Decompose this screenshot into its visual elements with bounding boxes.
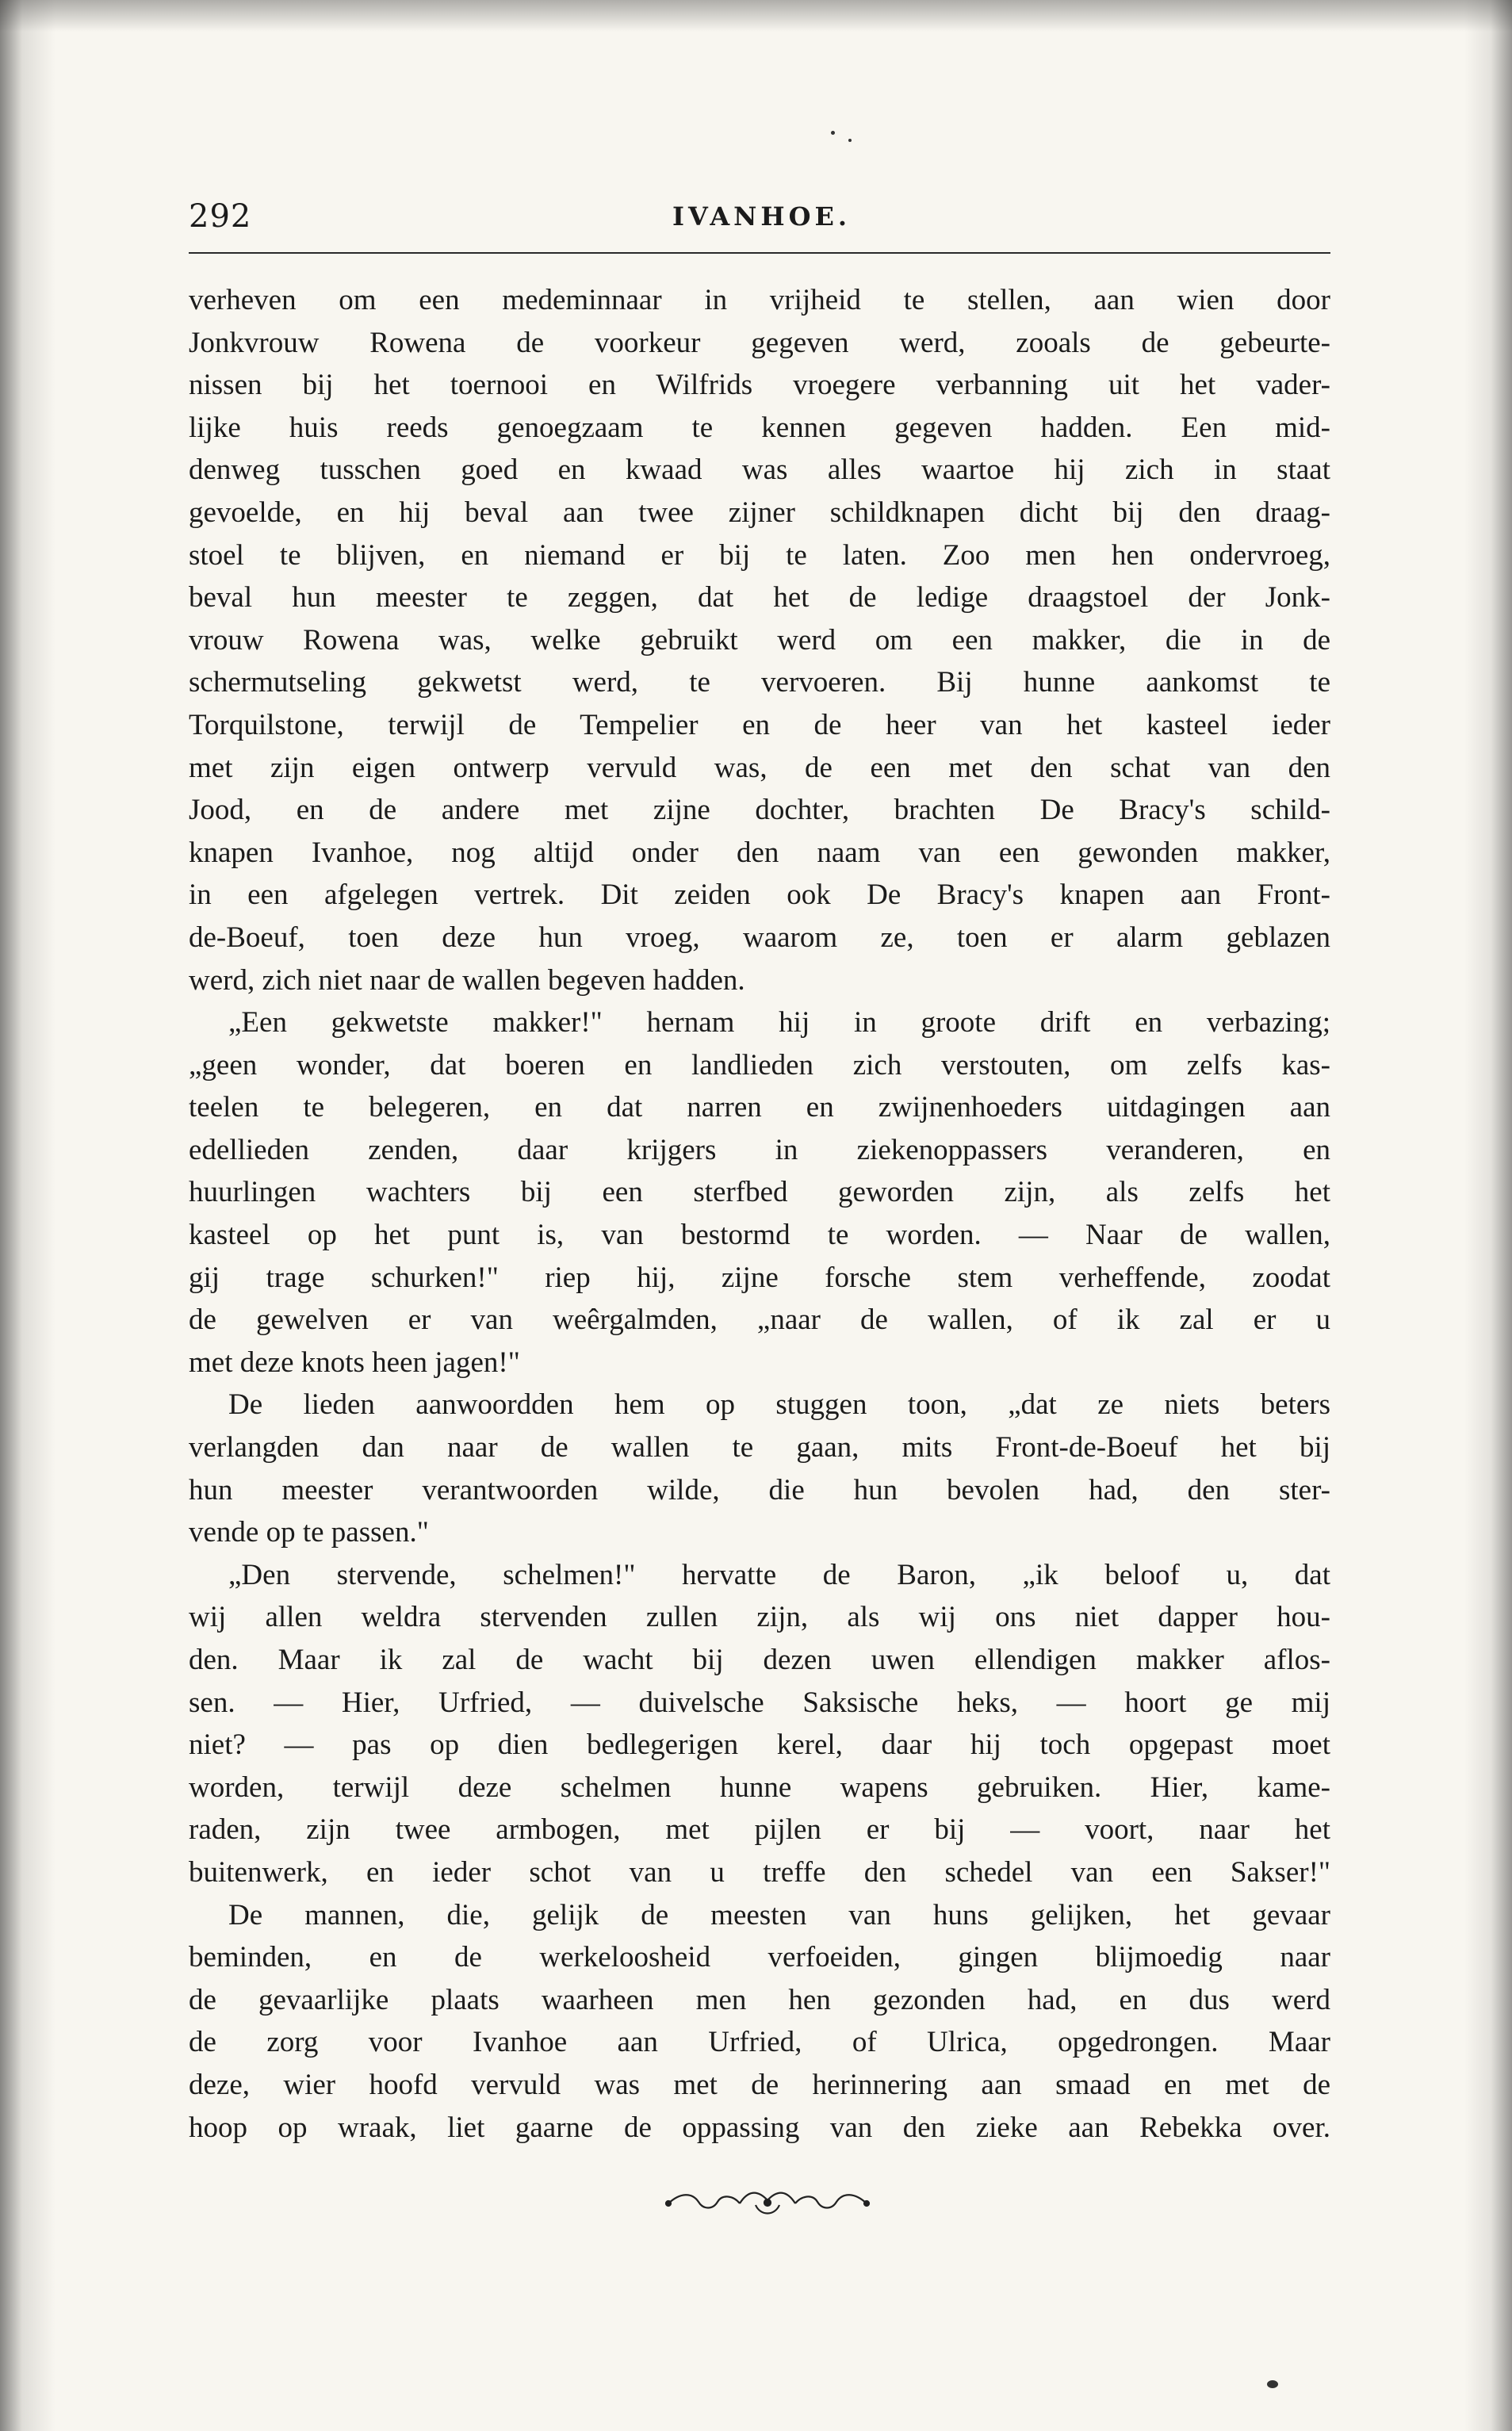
text-line: nissen bij het toernooi en Wilfrids vroegere verbanning uit het vader-: [189, 369, 1330, 402]
text-line: de zorg voor Ivanhoe aan Urfried, of Ulrica, opgedrongen. Maar: [189, 2026, 1330, 2059]
text-line: gevoelde, en hij beval aan twee zijner schildknapen dicht bij den draag-: [189, 496, 1330, 529]
page-edge-shadow-left: [0, 0, 56, 2431]
text-line: deze, wier hoofd vervuld was met de herinnering aan smaad en met de: [189, 2068, 1330, 2101]
text-line: knapen Ivanhoe, nog altijd onder den naam van een gewonden makker,: [189, 836, 1330, 869]
scan-speck: [831, 131, 835, 135]
page-edge-shadow-top: [0, 0, 1512, 32]
text-line: kasteel op het punt is, van bestormd te worden. — Naar de wallen,: [189, 1219, 1330, 1252]
text-line: De mannen, die, gelijk de meesten van huns gelijken, het gevaar: [228, 1898, 1330, 1931]
text-line: sen. — Hier, Urfried, — duivelsche Saksische heks, — hoort ge mij: [189, 1686, 1330, 1719]
running-header: [189, 198, 1330, 246]
text-line: edellieden zenden, daar krijgers in ziekenoppassers veranderen, en: [189, 1133, 1330, 1166]
text-line: verlangden dan naar de wallen te gaan, mits Front-de-Boeuf het bij: [189, 1431, 1330, 1464]
scan-speck: [1267, 2380, 1278, 2388]
page-edge-shadow-right: [1464, 0, 1512, 2431]
text-line: den. Maar ik zal de wacht bij dezen uwen ellendigen makker aflos-: [189, 1644, 1330, 1676]
text-line: de gevaarlijke plaats waarheen men hen gezonden had, en dus werd: [189, 1983, 1330, 2016]
text-line: „Een gekwetste makker!" hernam hij in groote drift en verbazing;: [228, 1006, 1330, 1039]
text-line: „geen wonder, dat boeren en landlieden zich verstouten, om zelfs kas-: [189, 1048, 1330, 1082]
text-line: denweg tusschen goed en kwaad was alles waartoe hij zich in staat: [189, 454, 1330, 487]
text-line: hun meester verantwoorden wilde, die hun bevolen had, den ster-: [189, 1473, 1330, 1506]
text-line: verheven om een medeminnaar in vrijheid te stellen, aan wien door: [189, 284, 1330, 316]
text-line: Jood, en de andere met zijne dochter, brachten De Bracy's schild-: [189, 794, 1330, 827]
text-line: huurlingen wachters bij een sterfbed geworden zijn, als zelfs het: [189, 1176, 1330, 1209]
text-line: schermutseling gekwetst werd, te vervoeren. Bij hunne aankomst te: [189, 666, 1330, 699]
text-line: in een afgelegen vertrek. Dit zeiden ook De Bracy's knapen aan Front-: [189, 879, 1330, 912]
text-line: de-Boeuf, toen deze hun vroeg, waarom ze, toen er alarm geblazen: [189, 921, 1330, 954]
text-line: wij allen weldra stervenden zullen zijn, als wij ons niet dapper hou-: [189, 1601, 1330, 1634]
text-line: de gewelven er van weêrgalmden, „naar de wallen, of ik zal er u: [189, 1304, 1330, 1337]
text-line: met deze knots heen jagen!": [189, 1346, 520, 1379]
body-text: [189, 279, 1330, 2149]
ornament-tailpiece-icon: [660, 2184, 875, 2221]
text-line: stoel te blijven, en niemand er bij te laten. Zoo men hen ondervroeg,: [189, 538, 1330, 572]
text-line: „Den stervende, schelmen!" hervatte de Baron, „ik beloof u, dat: [228, 1558, 1330, 1591]
scan-speck: [848, 139, 852, 142]
text-line: worden, terwijl deze schelmen hunne wapens gebruiken. Hier, kame-: [189, 1771, 1330, 1804]
text-line: gij trage schurken!" riep hij, zijne forsche stem verheffende, zoodat: [189, 1261, 1330, 1294]
page-number: 292: [189, 198, 252, 235]
text-line: raden, zijn twee armbogen, met pijlen er bij — voort, naar het: [189, 1813, 1330, 1847]
text-line: niet? — pas op dien bedlegerigen kerel, daar hij toch opgepast moet: [189, 1728, 1330, 1762]
text-line: met zijn eigen ontwerp vervuld was, de een met den schat van den: [189, 751, 1330, 784]
text-line: teelen te belegeren, en dat narren en zwijnenhoeders uitdagingen aan: [189, 1091, 1330, 1124]
text-line: beminden, en de werkeloosheid verfoeiden, gingen blijmoedig naar: [189, 1941, 1330, 1974]
text-line: Torquilstone, terwijl de Tempelier en de heer van het kasteel ieder: [189, 708, 1330, 741]
text-line: buitenwerk, en ieder schot van u treffe den schedel van een Sakser!": [189, 1855, 1330, 1889]
text-line: De lieden aanwoordden hem op stuggen toon, „dat ze niets beters: [228, 1388, 1330, 1422]
text-line: lijke huis reeds genoegzaam te kennen gegeven hadden. Een mid-: [189, 411, 1330, 444]
text-line: Jonkvrouw Rowena de voorkeur gegeven werd, zooals de gebeurte-: [189, 326, 1330, 359]
running-title: IVANHOE.: [672, 201, 852, 232]
header-rule: [189, 252, 1330, 254]
text-line: werd, zich niet naar de wallen begeven hadden.: [189, 963, 745, 997]
text-line: hoop op wraak, liet gaarne de oppassing van den zieke aan Rebekka over.: [189, 2111, 1330, 2144]
text-line: vrouw Rowena was, welke gebruikt werd om een makker, die in de: [189, 623, 1330, 657]
text-line: vende op te passen.": [189, 1516, 429, 1549]
text-line: beval hun meester te zeggen, dat het de ledige draagstoel der Jonk-: [189, 581, 1330, 614]
